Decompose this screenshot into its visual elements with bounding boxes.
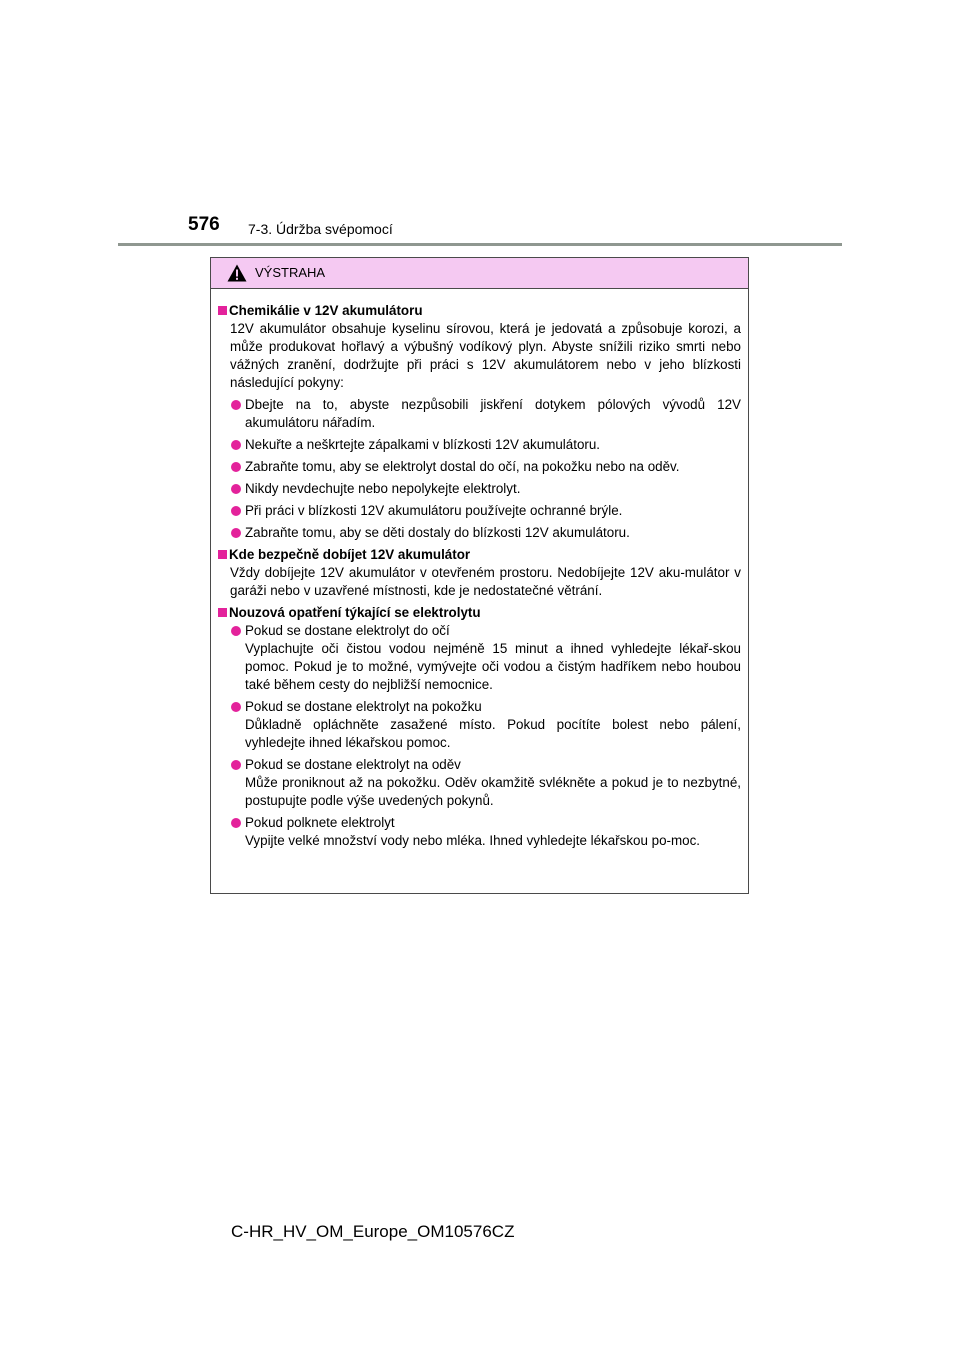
list-item-text: Může proniknout až na pokožku. Oděv okamžitě svlékněte a pokud je to nezbytné, postupujte podle výše uvedených pokynů.: [245, 775, 741, 808]
list-item: [231, 698, 741, 752]
list-item-title: Pokud se dostane elektrolyt na oděv: [245, 757, 461, 772]
square-bullet-icon: [218, 604, 229, 622]
round-bullet-icon: [231, 458, 245, 476]
round-bullet-icon: [231, 396, 245, 432]
section-heading-text: Chemikálie v 12V akumulátoru: [229, 303, 423, 318]
list-item: [231, 622, 741, 694]
square-bullet-icon: [218, 546, 229, 564]
round-bullet-icon: [231, 698, 245, 752]
list-item-text: Vypijte velké množství vody nebo mléka. Ihned vyhledejte lékařskou po-moc.: [245, 833, 701, 848]
list-item-content: [245, 396, 741, 432]
list-item: [231, 480, 741, 498]
list-item-title: Zabraňte tomu, aby se elektrolyt dostal do očí, na pokožku nebo na oděv.: [245, 459, 680, 474]
list-item: [231, 814, 741, 850]
list-item: [231, 524, 741, 542]
list-item-content: [245, 756, 741, 810]
page-header: [0, 0, 960, 250]
header-divider: [118, 243, 842, 246]
section-paragraph: 12V akumulátor obsahuje kyselinu sírovou, která je jedovatá a způsobuje korozi, a může produkovat hořlavý a výbušný vodíkový plyn. Abyste snížili riziko smrti nebo vážných zranění, dodržujte při práci s 12V akumulátorem nebo v jeho blízkosti následující pokyny:: [230, 321, 741, 390]
list-item-content: [245, 524, 741, 542]
list-item-content: [245, 436, 741, 454]
round-bullet-icon: [231, 480, 245, 498]
list-item-title: Při práci v blízkosti 12V akumulátoru používejte ochranné brýle.: [245, 503, 623, 518]
round-bullet-icon: [231, 524, 245, 542]
round-bullet-icon: [231, 436, 245, 454]
list-item-text: Důkladně opláchněte zasažené místo. Pokud pocítíte bolest nebo pálení, vyhledejte ihned lékařskou pomoc.: [245, 717, 741, 750]
list-item-title: Pokud se dostane elektrolyt na pokožku: [245, 699, 482, 714]
section-heading: [218, 302, 741, 320]
list-item: [231, 756, 741, 810]
list-item-content: [245, 458, 741, 476]
round-bullet-icon: [231, 622, 245, 694]
list-item-title: Nikdy nevdechujte nebo nepolykejte elektrolyt.: [245, 481, 521, 496]
list-item: [231, 396, 741, 432]
warning-section: [218, 604, 741, 850]
warning-section: [218, 546, 741, 600]
warning-box: [210, 257, 749, 894]
list-item-content: [245, 698, 741, 752]
round-bullet-icon: [231, 814, 245, 850]
bullet-list: [218, 622, 741, 850]
round-bullet-icon: [231, 502, 245, 520]
list-item: [231, 436, 741, 454]
list-item-content: [245, 814, 741, 850]
list-item-content: [245, 480, 741, 498]
list-item-title: Zabraňte tomu, aby se děti dostaly do blízkosti 12V akumulátoru.: [245, 525, 630, 540]
section-title: 7-3. Údržba svépomocí: [248, 221, 393, 237]
warning-label: VÝSTRAHA: [255, 265, 326, 280]
warning-section: [218, 302, 741, 542]
footer-doc-id: C-HR_HV_OM_Europe_OM10576CZ: [231, 1222, 515, 1241]
warning-header: [211, 258, 748, 289]
list-item-content: [245, 502, 741, 520]
list-item-title: Pokud polknete elektrolyt: [245, 815, 395, 830]
list-item-title: Pokud se dostane elektrolyt do očí: [245, 623, 450, 638]
bullet-list: [218, 396, 741, 542]
section-heading: [218, 546, 741, 564]
warning-triangle-icon: [227, 264, 247, 282]
list-item-title: Dbejte na to, abyste nezpůsobili jiskření dotykem pólových vývodů 12V akumulátoru nářadím.: [245, 397, 741, 430]
list-item: [231, 502, 741, 520]
round-bullet-icon: [231, 756, 245, 810]
section-heading-text: Kde bezpečně dobíjet 12V akumulátor: [229, 547, 471, 562]
section-heading: [218, 604, 741, 622]
list-item: [231, 458, 741, 476]
page-number: 576: [188, 214, 220, 235]
section-heading-text: Nouzová opatření týkající se elektrolytu: [229, 605, 481, 620]
list-item-text: Vyplachujte oči čistou vodou nejméně 15 minut a ihned vyhledejte lékař-skou pomoc. Pokud je to možné, vymývejte oči vodou a čistým hadříkem nebo houbou také během cesty do nejbližší nemocnice.: [245, 641, 741, 692]
section-paragraph: Vždy dobíjejte 12V akumulátor v otevřeném prostoru. Nedobíjejte 12V aku-mulátor v garáži nebo v uzavřené místnosti, kde je nedostatečné větrání.: [230, 565, 741, 598]
list-item-title: Nekuřte a neškrtejte zápalkami v blízkosti 12V akumulátoru.: [245, 437, 601, 452]
warning-body: [211, 289, 748, 850]
square-bullet-icon: [218, 302, 229, 320]
list-item-content: [245, 622, 741, 694]
